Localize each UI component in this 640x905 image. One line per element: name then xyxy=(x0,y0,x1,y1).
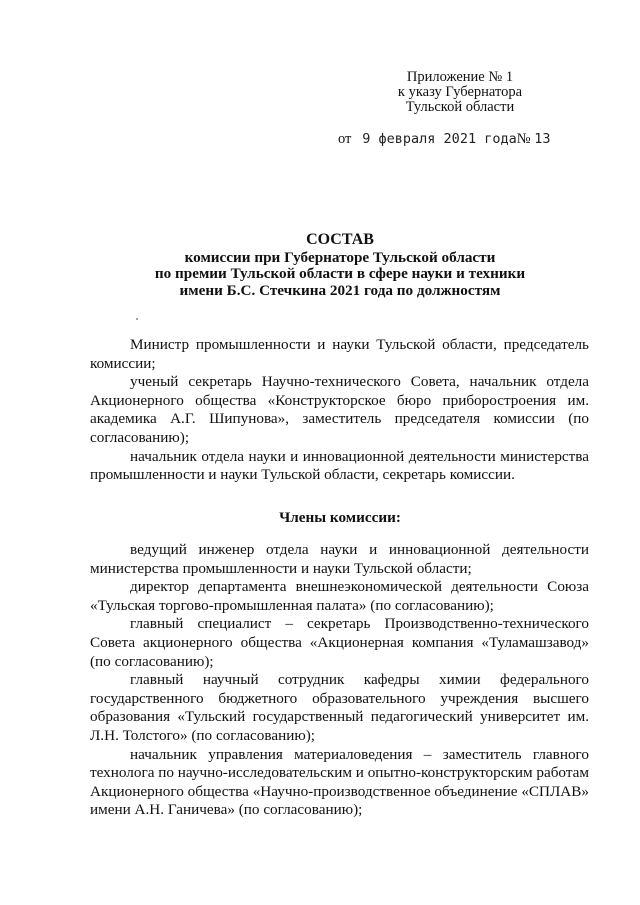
appendix-line-3: Тульской области xyxy=(405,99,515,115)
member-item: начальник управления материаловедения – заместитель главного технолога по научно-исследовательским и опытно-конструкторским работам Акционерного общества «Научно-производственное объединение «СПЛАВ» имени А.Н. Ганичева» (по согласованию); xyxy=(90,745,589,819)
appendix-header xyxy=(380,70,540,115)
stray-mark xyxy=(136,318,138,320)
number-sign: № xyxy=(516,131,531,147)
appendix-line-1: Приложение № 1 xyxy=(406,69,514,85)
members-heading: Члены комиссии: xyxy=(279,509,401,526)
appendix-line-2: к указу Губернатора xyxy=(397,84,523,100)
member-item: главный научный сотрудник кафедры химии федерального государственного бюджетного образовательного учреждения высшего образования «Тульский государственный педагогический университет им. Л.Н. Толстого» (по согласованию); xyxy=(90,671,589,744)
date-from-label: от xyxy=(338,131,352,147)
leadership-item-deputy: ученый секретарь Научно-технического Совета, начальник отдела Акционерного общества «Конструкторское бюро приборостроения им. академика А.Г. Шипунова», заместитель председателя комиссии (по согласованию); xyxy=(90,373,589,446)
leadership-item-chair: Министр промышленности и науки Тульской области, председатель комиссии; xyxy=(90,336,589,372)
leadership-item-secretary: начальник отдела науки и инновационной деятельности министерства промышленности и науки Тульской области, секретарь комиссии. xyxy=(90,447,589,484)
document-title xyxy=(90,232,590,299)
decree-date: 9 февраля 2021 года xyxy=(362,131,517,147)
decree-date-line xyxy=(338,131,550,148)
member-item: главный специалист – секретарь Производственно-технического Совета акционерного общества «Акционерная компания «Туламашзавод» (по согласованию); xyxy=(90,615,589,670)
title-line-1: комиссии при Губернаторе Тульской области xyxy=(184,248,496,266)
title-line-2: по премии Тульской области в сфере науки и техники xyxy=(154,265,526,282)
member-item: директор департамента внешнеэкономической деятельности Союза «Тульская торгово-промышленная палата» (по согласованию); xyxy=(90,578,589,614)
title-line-3: имени Б.С. Стечкина 2021 года по должностям xyxy=(179,281,501,299)
title-heading: СОСТАВ xyxy=(306,231,374,248)
members-section xyxy=(90,541,589,820)
decree-number: 13 xyxy=(534,131,551,147)
leadership-section xyxy=(90,336,589,485)
member-item: ведущий инженер отдела науки и инновационной деятельности министерства промышленности и науки Тульской области; xyxy=(90,541,589,577)
